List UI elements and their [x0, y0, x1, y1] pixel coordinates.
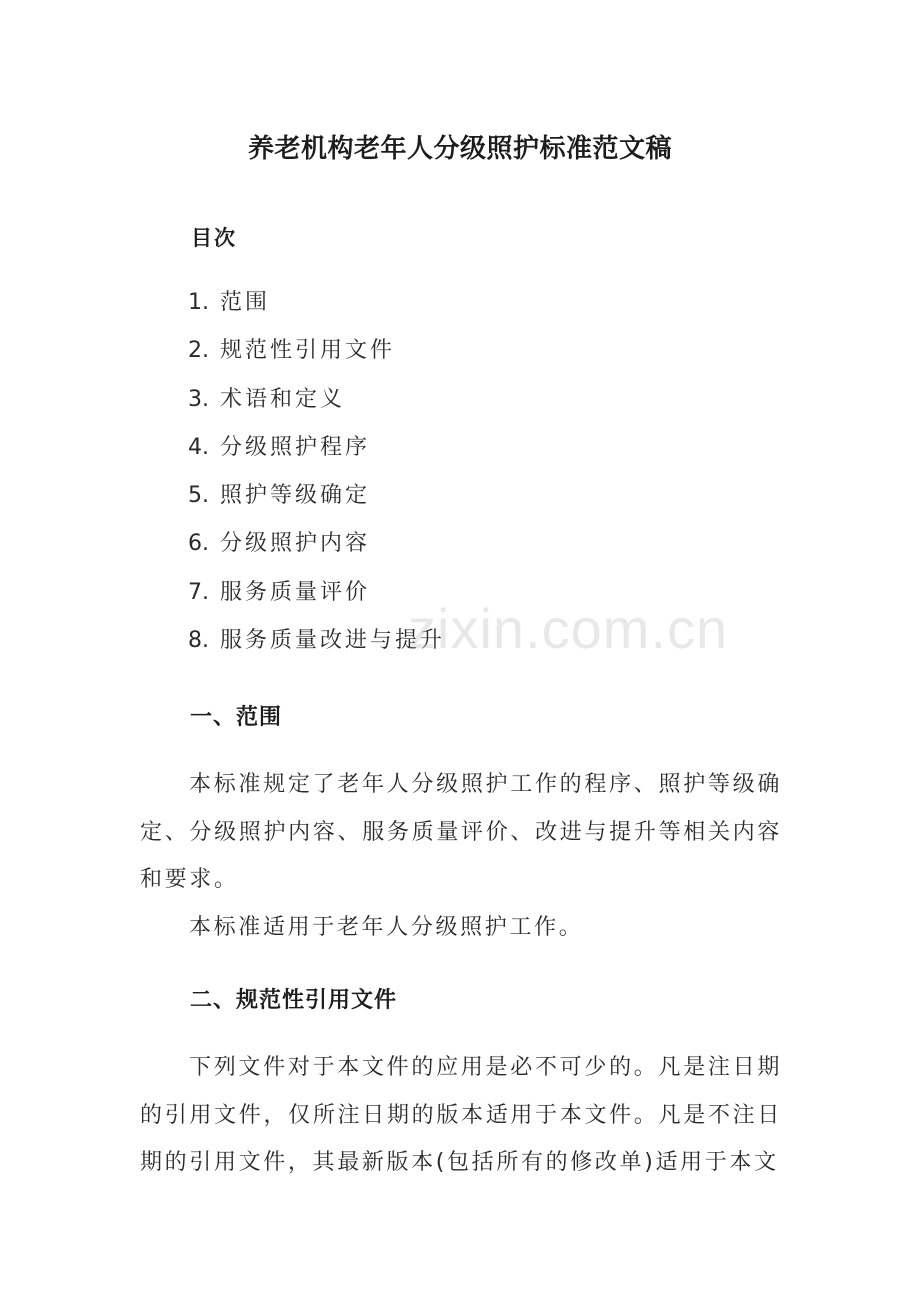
toc-item-quality-evaluation[interactable]	[188, 576, 445, 624]
toc-item-label: 服务质量改进与提升	[220, 628, 446, 654]
toc-item-label: 术语和定义	[220, 386, 346, 412]
toc-item-label: 服务质量评价	[220, 579, 371, 605]
toc-item-normative-references[interactable]	[188, 334, 445, 382]
toc-item-number: 2.	[188, 338, 209, 364]
toc-item-number: 4.	[188, 434, 209, 460]
toc-item-number: 7.	[188, 579, 209, 605]
paragraph-scope-applicability: 本标准适用于老年人分级照护工作。	[189, 915, 584, 940]
paragraph-scope-definition: 本标准规定了老年人分级照护工作的程序、照护等级确定、分级照护内容、服务质量评价、改进与提升等相关内容和要求。	[140, 772, 782, 892]
toc-item-care-content[interactable]	[188, 527, 445, 575]
toc-item-label: 照护等级确定	[220, 483, 371, 509]
toc-item-care-level-determination[interactable]	[188, 479, 445, 527]
toc-item-number: 6.	[188, 531, 209, 557]
watermark: zixin.com.cn	[408, 597, 729, 660]
toc-item-label: 范围	[220, 290, 271, 315]
toc-item-care-procedure[interactable]	[188, 431, 445, 479]
toc-item-quality-improvement[interactable]	[188, 624, 445, 672]
section-heading-scope: 一、范围	[190, 705, 283, 730]
toc-item-scope[interactable]	[188, 286, 445, 334]
toc-item-label: 规范性引用文件	[220, 338, 396, 364]
toc-item-terms-definitions[interactable]	[188, 383, 445, 431]
toc-item-number: 5.	[188, 483, 209, 509]
paragraph-normative-references: 下列文件对于本文件的应用是必不可少的。凡是注日期的引用文件，仅所注日期的版本适用于本文件。凡是不注日期的引用文件，其最新版本(包括所有的修改单)适用于本文	[140, 1055, 782, 1175]
toc-item-label: 分级照护程序	[220, 434, 371, 460]
toc-item-number: 3.	[188, 386, 209, 412]
section-heading-normative-references: 二、规范性引用文件	[190, 988, 398, 1013]
toc-item-number: 1.	[188, 290, 209, 315]
toc-heading: 目次	[191, 226, 237, 250]
toc-item-number: 8.	[188, 628, 209, 654]
table-of-contents	[188, 286, 445, 672]
document-title: 养老机构老年人分级照护标准范文稿	[247, 134, 672, 164]
toc-item-label: 分级照护内容	[220, 531, 371, 557]
